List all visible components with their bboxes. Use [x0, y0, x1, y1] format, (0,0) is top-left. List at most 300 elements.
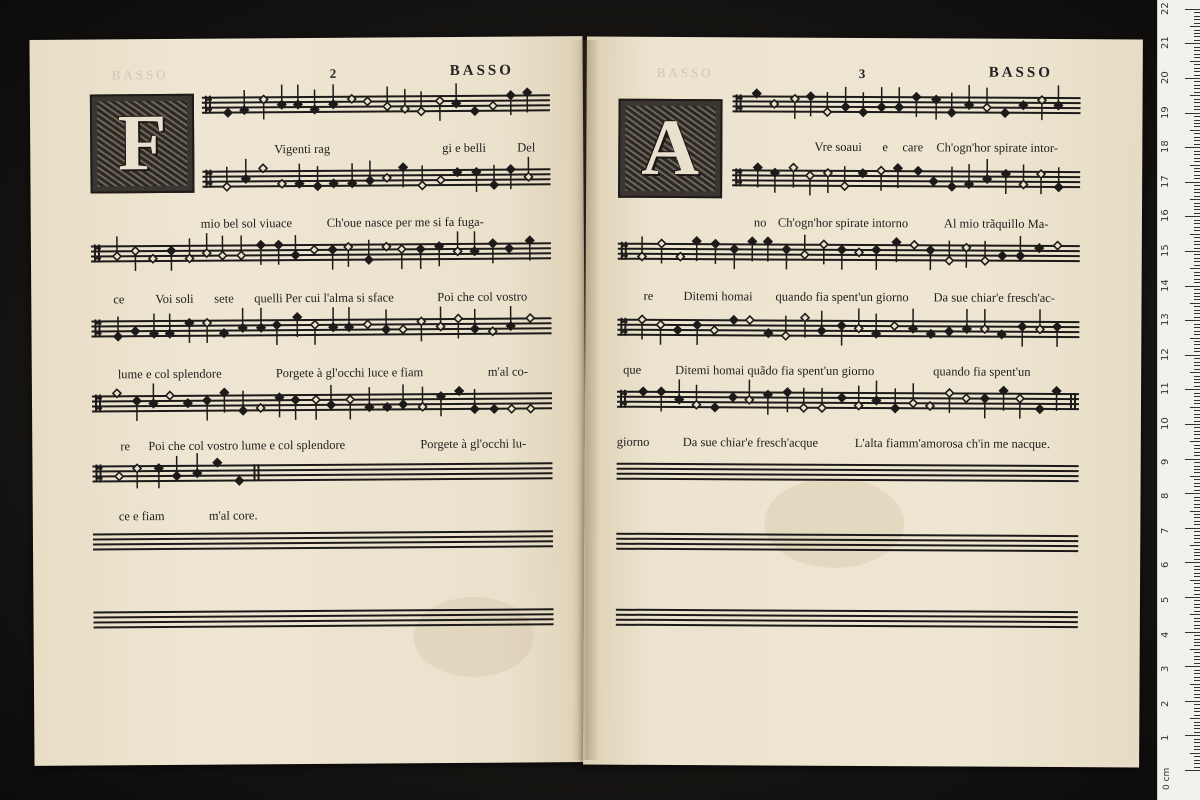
- note-head: [855, 248, 863, 256]
- empty-staff: [616, 609, 1078, 628]
- note-head: [399, 325, 407, 333]
- ruler-tick: [1185, 78, 1200, 79]
- note-head: [932, 96, 940, 120]
- note-head: [490, 165, 498, 189]
- ruler-tick: [1194, 237, 1200, 238]
- ruler-tick: [1194, 552, 1200, 553]
- note-head: [185, 319, 193, 343]
- ruler-tick: [1194, 483, 1200, 484]
- note-head: [895, 87, 903, 111]
- note-head: [914, 167, 922, 175]
- note-head: [383, 174, 391, 182]
- note-head: [838, 322, 846, 346]
- note-head: [155, 464, 163, 488]
- ruler-tick: [1194, 341, 1200, 342]
- ruler-tick: [1185, 43, 1200, 44]
- ruler-number: 1: [1160, 735, 1171, 742]
- ruler-tick: [1194, 241, 1200, 242]
- ruler-tick: [1190, 165, 1200, 166]
- ruler-tick: [1194, 299, 1200, 300]
- note-head: [962, 244, 970, 268]
- left-page: [29, 36, 587, 766]
- note-head: [818, 311, 826, 335]
- ruler-tick: [1194, 431, 1200, 432]
- ruler-tick: [1185, 770, 1200, 771]
- lyric: Vre soaui: [814, 139, 862, 154]
- lyric: re: [643, 288, 654, 303]
- note-head: [489, 102, 497, 110]
- note-head: [291, 235, 299, 259]
- note-head: [418, 165, 426, 189]
- ruler-tick: [1194, 68, 1200, 69]
- ruler-tick: [1194, 663, 1200, 664]
- ruler-tick: [1185, 632, 1200, 633]
- ruler-tick: [1194, 192, 1200, 193]
- note-head: [753, 89, 761, 97]
- note-head: [926, 402, 934, 410]
- note-head: [746, 316, 754, 324]
- note-head: [1055, 167, 1063, 191]
- note-head: [452, 83, 460, 107]
- note-head: [910, 241, 918, 249]
- note-head: [639, 387, 647, 395]
- ruler-number: 20: [1160, 71, 1171, 84]
- ruler-tick: [1185, 597, 1200, 598]
- ruler-tick: [1194, 607, 1200, 608]
- ruler-tick: [1190, 26, 1200, 27]
- ruler-tick: [1194, 659, 1200, 660]
- lyric: Da sue chiar'e fresch'acque: [682, 435, 819, 450]
- ruler-number: 11: [1160, 382, 1171, 396]
- ruler-tick: [1194, 455, 1200, 456]
- ruler-tick: [1194, 16, 1200, 17]
- note-head: [791, 95, 799, 119]
- ruler-tick: [1194, 75, 1200, 76]
- note-head: [115, 472, 123, 480]
- music-staff: [202, 94, 550, 113]
- ruler-tick: [1194, 760, 1200, 761]
- lyric: quando fia spent'un: [933, 364, 1031, 379]
- ruler-tick: [1190, 130, 1200, 131]
- clef-mark: [206, 170, 212, 188]
- note-head: [782, 316, 790, 340]
- ruler-tick: [1185, 251, 1200, 252]
- lyric: Ch'ogn'hor spirate intorno: [777, 215, 909, 231]
- ruler-tick: [1194, 414, 1200, 415]
- ruler-tick: [1194, 535, 1200, 536]
- show-through-header: BASSO: [111, 66, 169, 83]
- note-head: [203, 233, 211, 257]
- ruler-tick: [1190, 545, 1200, 546]
- note-head: [526, 314, 534, 322]
- ruler-tick: [1194, 642, 1200, 643]
- note-head: [801, 314, 809, 338]
- note-head: [345, 307, 353, 331]
- ruler-tick: [1194, 396, 1200, 397]
- note-head: [527, 405, 535, 413]
- note-head: [437, 392, 445, 416]
- note-head: [489, 327, 497, 335]
- note-head: [658, 240, 666, 264]
- ruler-tick: [1194, 220, 1200, 221]
- ruler-tick: [1194, 88, 1200, 89]
- ruler-tick: [1194, 694, 1200, 695]
- ruler-tick: [1194, 306, 1200, 307]
- note-head: [418, 387, 426, 411]
- ruler-tick: [1194, 438, 1200, 439]
- ruler-tick: [1194, 71, 1200, 72]
- music-staff: [732, 169, 1080, 188]
- ruler-tick: [1194, 490, 1200, 491]
- ruler-tick: [1194, 137, 1200, 138]
- lyric: Vigenti rag: [274, 141, 331, 157]
- ruler-number: 8: [1160, 492, 1171, 500]
- ruler-tick: [1194, 109, 1200, 110]
- ruler-tick: [1190, 580, 1200, 581]
- note-head: [363, 97, 371, 105]
- note-head: [945, 241, 953, 265]
- ruler-tick: [1194, 486, 1200, 487]
- part-header: BASSO: [988, 64, 1053, 81]
- note-head: [383, 403, 391, 411]
- ruler-tick: [1194, 749, 1200, 750]
- lyric: Poi che col vostro lume e col splendore: [148, 437, 346, 454]
- lyric: care: [902, 140, 924, 155]
- note-head: [490, 405, 498, 413]
- clef-mark: [96, 464, 102, 482]
- ruler-tick: [1190, 234, 1200, 235]
- note-head: [131, 247, 139, 271]
- ruler-tick: [1194, 254, 1200, 255]
- ruler-tick: [1194, 293, 1200, 294]
- ruler-tick: [1194, 365, 1200, 366]
- ruler-tick: [1194, 275, 1200, 276]
- ruler-tick: [1194, 618, 1200, 619]
- note-head: [327, 385, 335, 409]
- ruler-tick: [1185, 528, 1200, 529]
- ruler-tick: [1194, 151, 1200, 152]
- note-head: [983, 88, 991, 112]
- ruler-tick: [1194, 728, 1200, 729]
- ruler-tick: [1194, 469, 1200, 470]
- note-head: [962, 394, 970, 402]
- ruler-tick: [1194, 690, 1200, 691]
- ruler-tick: [1194, 576, 1200, 577]
- note-head: [675, 379, 683, 403]
- ruler-tick: [1194, 722, 1200, 723]
- ruler-number: 10: [1160, 417, 1171, 430]
- ruler-tick: [1194, 178, 1200, 179]
- lyric: Porgete à gl'occhi luce e fiam: [275, 365, 424, 381]
- note-head: [259, 164, 267, 172]
- ruler-number: 12: [1160, 348, 1171, 361]
- ruler-number: 5: [1160, 596, 1171, 603]
- ruler-tick: [1194, 358, 1200, 359]
- ruler-tick: [1194, 196, 1200, 197]
- ruler-tick: [1190, 684, 1200, 685]
- ruler-tick: [1185, 9, 1200, 10]
- music-staff: [92, 462, 552, 482]
- ruler-tick: [1194, 604, 1200, 605]
- note-head: [872, 246, 880, 270]
- paper-stain: [764, 477, 904, 568]
- note-head: [398, 245, 406, 269]
- music-staff: [92, 392, 552, 412]
- clef-mark: [621, 318, 627, 336]
- ruler-tick: [1194, 120, 1200, 121]
- note-head: [676, 253, 684, 261]
- note-head: [417, 91, 425, 115]
- note-head: [293, 313, 301, 337]
- ruler-tick: [1194, 313, 1200, 314]
- ruler-tick: [1194, 680, 1200, 681]
- note-head: [526, 236, 534, 260]
- ruler-tick: [1194, 504, 1200, 505]
- note-head: [807, 92, 815, 116]
- note-head: [926, 246, 934, 270]
- note-head: [260, 95, 268, 119]
- note-head: [166, 314, 174, 338]
- note-head: [239, 308, 247, 332]
- note-head: [213, 459, 221, 467]
- ruler-tick: [1194, 507, 1200, 508]
- ruler-tick: [1194, 524, 1200, 525]
- note-head: [185, 238, 193, 262]
- note-head: [711, 403, 719, 411]
- ruler-tick: [1194, 739, 1200, 740]
- note-head: [184, 399, 192, 407]
- ruler-tick: [1194, 573, 1200, 574]
- note-head: [453, 168, 461, 176]
- note-head: [113, 236, 121, 260]
- ruler-tick: [1185, 216, 1200, 217]
- ruler-tick: [1190, 199, 1200, 200]
- ruler-tick: [1194, 327, 1200, 328]
- ruler-unit: 0 cm: [1162, 767, 1172, 790]
- note-head: [855, 386, 863, 410]
- ruler-tick: [1185, 459, 1200, 460]
- lyric: ce e fiam: [118, 509, 165, 524]
- note-head: [344, 243, 352, 267]
- musical-notes: [92, 378, 552, 426]
- note-head: [1036, 309, 1044, 333]
- ruler-tick: [1194, 590, 1200, 591]
- note-head: [674, 326, 682, 334]
- note-head: [294, 84, 302, 108]
- page-number: 2: [329, 65, 337, 81]
- note-head: [998, 330, 1006, 338]
- clef-mark: [95, 244, 101, 262]
- lyric: Poi che col vostro: [437, 289, 528, 305]
- ruler-tick: [1185, 493, 1200, 494]
- ruler-tick: [1194, 282, 1200, 283]
- note-head: [800, 388, 808, 412]
- note-head: [945, 327, 953, 335]
- ruler-tick: [1194, 645, 1200, 646]
- lyric: Per cui l'alma si sface: [285, 290, 394, 306]
- initial-letter: F: [117, 98, 167, 188]
- ruler-tick: [1190, 61, 1200, 62]
- ruler-tick: [1194, 344, 1200, 345]
- lyric: re: [120, 439, 131, 454]
- note-head: [782, 245, 790, 269]
- ruler-tick: [1194, 417, 1200, 418]
- note-head: [638, 315, 646, 339]
- ruler-tick: [1185, 147, 1200, 148]
- musical-notes: [617, 377, 1079, 424]
- music-staff: [91, 317, 551, 337]
- ruler-number: 7: [1160, 527, 1171, 534]
- clef-mark: [736, 168, 742, 186]
- note-head: [275, 393, 283, 417]
- ruler-tick: [1194, 351, 1200, 352]
- note-head: [167, 247, 175, 271]
- note-head: [193, 453, 201, 477]
- lyric: Porgete à gl'occhi lu-: [420, 436, 527, 452]
- lyric: Ch'oue nasce per me si fa fuga-: [326, 214, 484, 230]
- ruler-tick: [1194, 213, 1200, 214]
- note-head: [789, 164, 797, 188]
- note-head: [963, 309, 971, 333]
- note-head: [1054, 85, 1062, 109]
- note-head: [311, 90, 319, 114]
- ruler-number: 13: [1160, 313, 1171, 327]
- ruler-tick: [1194, 206, 1200, 207]
- note-head: [981, 394, 989, 418]
- clef-mark: [96, 394, 102, 412]
- lyric: quelli: [254, 291, 283, 306]
- musical-notes: [617, 305, 1079, 352]
- note-head: [436, 306, 444, 330]
- ruler-tick: [1194, 334, 1200, 335]
- note-head: [329, 246, 337, 270]
- ruler-tick: [1194, 742, 1200, 743]
- ruler-tick: [1185, 320, 1200, 321]
- note-head: [730, 245, 738, 269]
- empty-staff: [93, 530, 553, 550]
- ruler-number: 14: [1160, 278, 1171, 292]
- note-head: [275, 241, 283, 265]
- note-head: [257, 308, 265, 332]
- note-head: [203, 396, 211, 420]
- ruler-number: 21: [1160, 36, 1171, 50]
- ruler-tick: [1194, 203, 1200, 204]
- note-head: [310, 246, 318, 254]
- lyric: Da sue chiar'e fresch'ac-: [933, 290, 1056, 306]
- note-head: [638, 236, 646, 260]
- ruler-tick: [1194, 725, 1200, 726]
- lyric: m'al co-: [487, 364, 528, 379]
- note-head: [657, 388, 665, 412]
- note-head: [1018, 323, 1026, 347]
- note-head: [878, 87, 886, 111]
- note-head: [764, 329, 772, 337]
- clef-mark: [622, 242, 628, 260]
- part-header: BASSO: [449, 62, 514, 80]
- ruler-tick: [1190, 407, 1200, 408]
- note-head: [912, 93, 920, 117]
- music-staff: [202, 168, 550, 187]
- note-head: [711, 240, 719, 264]
- ruler-tick: [1194, 555, 1200, 556]
- ruler-tick: [1185, 389, 1200, 390]
- ruler-tick: [1194, 628, 1200, 629]
- ruler-tick: [1185, 735, 1200, 736]
- ruler-tick: [1194, 12, 1200, 13]
- ruler-tick: [1194, 386, 1200, 387]
- note-head: [1037, 170, 1045, 194]
- ruler-tick: [1194, 296, 1200, 297]
- ruler-tick: [1194, 40, 1200, 41]
- note-head: [692, 385, 700, 409]
- ruler-tick: [1194, 227, 1200, 228]
- ruler-tick: [1190, 338, 1200, 339]
- ruler-tick: [1194, 497, 1200, 498]
- ruler-tick: [1185, 424, 1200, 425]
- note-head: [1002, 170, 1010, 194]
- note-head: [770, 100, 778, 108]
- musical-notes: [618, 229, 1080, 276]
- ruler-tick: [1194, 434, 1200, 435]
- ruler-tick: [1194, 549, 1200, 550]
- ruler-tick: [1194, 261, 1200, 262]
- lyric: m'al core.: [208, 508, 258, 523]
- ruler-tick: [1194, 50, 1200, 51]
- note-head: [435, 242, 443, 266]
- lyric: giorno: [616, 434, 650, 449]
- note-head: [114, 317, 122, 341]
- note-head: [945, 389, 953, 413]
- note-head: [366, 161, 374, 185]
- musical-notes: [202, 80, 550, 127]
- note-head: [820, 240, 828, 264]
- ruler-tick: [1194, 310, 1200, 311]
- ruler-tick: [1194, 133, 1200, 134]
- note-head: [965, 164, 973, 188]
- note-head: [489, 239, 497, 263]
- note-head: [237, 235, 245, 259]
- note-head: [224, 109, 232, 117]
- note-head: [399, 163, 407, 187]
- note-head: [166, 392, 174, 400]
- ruler-tick: [1194, 23, 1200, 24]
- ruler-tick: [1194, 30, 1200, 31]
- ruler-tick: [1194, 400, 1200, 401]
- note-head: [748, 237, 756, 261]
- ruler-tick: [1194, 531, 1200, 532]
- ruler-tick: [1194, 767, 1200, 768]
- ruler-tick: [1194, 687, 1200, 688]
- ruler-tick: [1194, 715, 1200, 716]
- ruler-tick: [1185, 666, 1200, 667]
- note-head: [454, 315, 462, 339]
- ruler-tick: [1190, 95, 1200, 96]
- music-staff: [733, 95, 1081, 114]
- lyric: no: [753, 215, 767, 230]
- note-head: [507, 306, 515, 330]
- ruler-tick: [1194, 64, 1200, 65]
- note-head: [149, 255, 157, 263]
- ruler-tick: [1194, 154, 1200, 155]
- ruler-tick: [1194, 670, 1200, 671]
- note-head: [348, 95, 356, 103]
- note-head: [1001, 109, 1009, 117]
- note-head: [348, 163, 356, 187]
- measurement-ruler: [1157, 0, 1200, 800]
- note-head: [364, 320, 372, 328]
- decorated-initial: [90, 94, 195, 194]
- note-head: [507, 165, 515, 189]
